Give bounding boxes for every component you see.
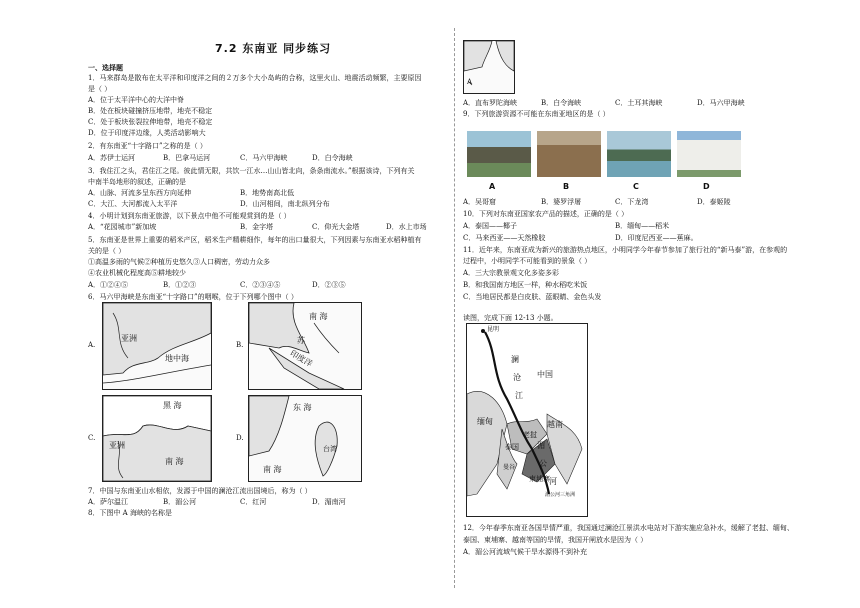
map-c-label-1: 黑 海: [163, 401, 182, 410]
q11-option-c: C．当地居民都是白皮肤、蓝眼睛、金色头发: [463, 293, 602, 301]
q2-option-c: C．马六甲海峡: [240, 154, 288, 162]
q2-option-a: A．苏伊士运河: [88, 154, 136, 162]
q1-option-b: B．处在板块碰撞挤压地带，地壳不稳定: [88, 107, 213, 115]
q4-option-c: C．仰光大金塔: [312, 223, 360, 231]
q12-option-a: A．湄公河流域气候干旱水源得不到补充: [463, 548, 588, 556]
map-a: [102, 302, 212, 390]
read-intro: 读图，完成下面 12-13 小题。: [463, 314, 558, 322]
q7-option-c: C．红河: [240, 498, 267, 506]
q7-text: 7．中国与东南亚山水相依，发源于中国的澜沧江流出国境后，称为（ ）: [88, 487, 312, 495]
river-map-mei: 湄: [537, 441, 545, 450]
q6-option-c: C.: [88, 434, 96, 442]
mekong-map: [466, 323, 588, 517]
q1-text-2: 是（ ）: [88, 85, 112, 93]
q11-text-1: 11．近年来，东南亚成为新兴的旅游热点地区，小明同学今年春节参加了旅行社的“新马泰”游，在参观的: [463, 246, 788, 254]
q11-text-2: 过程中，小明同学不可能看到的景象（ ）: [463, 257, 592, 265]
q10-text: 10．下列对东南亚国家农产品的描述，正确的是（ ）: [463, 210, 629, 218]
q9-option-d: D．泰姬陵: [697, 198, 731, 206]
q12-text-1: 12．今年春季东南亚各国旱情严重，我国通过澜沧江景洪水电站对下游实施应急补水，缓解了老挝、缅甸、: [463, 524, 794, 532]
q1-option-a: A．位于太平洋中心的大洋中脊: [88, 96, 185, 104]
q4-option-d: D．水上市场: [386, 223, 427, 231]
q6-option-a: A.: [88, 341, 96, 349]
q4-option-a: A．“花园城市”新加坡: [88, 223, 157, 231]
q5-text-1: 5．东南亚是世界上重要的稻米产区，稻米生产精耕细作，每年的出口量很大，下列因素与东南亚水稻种植有: [88, 236, 422, 244]
river-map-cambodia: 柬埔寨: [529, 475, 550, 483]
q3-text-2: 中南半岛地形的叙述，正确的是: [88, 178, 186, 186]
q2-text: 2．有东南亚“十字路口”之称的是（ ）: [88, 142, 207, 150]
q9-text: 9．下列旅游资源不可能在东南亚地区的是（ ）: [463, 110, 610, 118]
q3-option-b: B．地势南高北低: [240, 189, 295, 197]
map-b-drawing: [249, 303, 361, 389]
map-b-label-1: 南 海: [309, 312, 328, 321]
map-b-label-2: 印度洋: [288, 348, 314, 369]
river-map-jiang: 江: [515, 391, 523, 400]
map-d-label-1: 东 海: [293, 403, 312, 412]
q10-option-b: B．缅甸——稻米: [615, 222, 670, 230]
river-map-bangkok: 曼谷: [503, 464, 516, 471]
q6-option-d: D.: [236, 434, 244, 442]
q4-text: 4．小明计划到东南亚旅游，以下景点中他不可能观赏到的是（ ）: [88, 212, 291, 220]
map-a-drawing: [103, 303, 211, 389]
strait-map-label: A: [467, 78, 473, 86]
photo-angkor-wat: [467, 131, 531, 177]
page-title: 7.2 东南亚 同步练习: [215, 42, 332, 55]
map-b-label-3: 苏: [297, 336, 305, 345]
photo-label-d: D: [703, 182, 710, 191]
q9-option-c: C．下龙湾: [615, 198, 649, 206]
section-heading: 一、选择题: [88, 63, 123, 72]
q7-option-d: D．湄南河: [312, 498, 346, 506]
river-map-myanmar: 缅甸: [477, 417, 493, 426]
river-map-china: 中国: [537, 370, 553, 379]
map-a-label-1: 亚洲: [121, 334, 137, 343]
q7-option-b: B．湄公河: [163, 498, 197, 506]
q8-option-a: A．直布罗陀海峡: [463, 99, 518, 107]
q1-text-1: 1．马来群岛是散布在太平洋和印度洋之间的２万多个大小岛屿的合称，这里火山、地震活动频繁，主要原因: [88, 74, 422, 82]
strait-map: [463, 40, 515, 94]
q1-option-c: C．处于板块张裂拉伸地带，地壳不稳定: [88, 118, 213, 126]
q5-text-2: 关的是（ ）: [88, 247, 126, 255]
photo-borobudur: [537, 131, 601, 177]
river-map-cang: 沧: [513, 373, 521, 382]
river-map-gong: 公: [539, 459, 547, 468]
map-c-label-3: 南 海: [165, 457, 184, 466]
river-map-kunming: 昆明: [487, 326, 500, 333]
map-c-drawing: [103, 396, 211, 481]
q3-option-c: C．大江、大河都流入太平洋: [88, 200, 178, 208]
q11-option-b: B．和我国南方地区一样，种水稻吃米饭: [463, 281, 588, 289]
photo-label-c: C: [633, 182, 639, 191]
q11-option-a: A．三大宗教景观文化多姿多彩: [463, 269, 560, 277]
photo-label-a: A: [489, 182, 496, 191]
q5-item-1: ①高温多雨的气候②种植历史悠久③人口稠密，劳动力众多: [88, 258, 270, 266]
q5-option-d: D．②③⑤: [312, 281, 346, 289]
column-divider: [454, 28, 455, 588]
q3-text-1: 3．我住江之头，君住江之尾。彼此情无限，共饮一江水…山山皆北向，条条南流水。”根据该诗，下列有关: [88, 167, 415, 175]
q10-option-d: D．印度尼西亚——蕉麻。: [615, 234, 698, 242]
river-map-thailand: 泰国: [505, 443, 519, 451]
q10-option-c: C．马来西亚——天然橡胶: [463, 234, 546, 242]
map-c-label-2: 亚洲: [109, 441, 125, 450]
map-d: [248, 395, 362, 482]
q2-option-d: D．白令海峡: [312, 154, 353, 162]
river-map-he: 河: [549, 477, 557, 486]
photo-ha-long-bay: [607, 131, 671, 177]
q5-option-a: A．①②④⑤: [88, 281, 129, 289]
q7-option-a: A．萨尔温江: [88, 498, 129, 506]
map-d-label-3: 台湾: [323, 445, 337, 453]
river-map-delta: 湄公河三角洲: [545, 492, 576, 498]
q8-option-d: D．马六甲海峡: [697, 99, 745, 107]
q5-option-b: B．①②③: [163, 281, 197, 289]
q12-text-2: 泰国、柬埔寨、越南等国的旱情，我国开闸放水是因为（ ）: [463, 536, 648, 544]
q8-option-b: B．白令海峡: [541, 99, 582, 107]
map-d-label-2: 南 海: [263, 465, 282, 474]
photo-label-b: B: [563, 182, 570, 191]
river-map-laos: 老挝: [523, 431, 537, 439]
q10-option-a: A．泰国——椰子: [463, 222, 518, 230]
q9-option-b: B．婆罗浮屠: [541, 198, 582, 206]
q6-option-b: B.: [236, 341, 244, 349]
q1-option-d: D．位于印度洋边缘，人类活动影响大: [88, 129, 206, 137]
map-c: [102, 395, 212, 482]
map-a-label-2: 地中海: [165, 354, 189, 363]
q3-option-a: A．山脉、河流多呈东西方向延伸: [88, 189, 192, 197]
q4-option-b: B．金字塔: [240, 223, 274, 231]
q8-option-c: C．土耳其海峡: [615, 99, 663, 107]
q5-option-c: C．②③④⑤: [240, 281, 281, 289]
q5-item-2: ④农业机械化程度高⑤耕地较少: [88, 269, 186, 277]
photo-taj-mahal: [677, 131, 741, 177]
river-map-vietnam: 越南: [547, 420, 563, 429]
map-b: [248, 302, 362, 390]
q8-text: 8．下图中 A 海峡的名称是: [88, 509, 172, 517]
q6-text: 6．马六甲海峡是东南亚“十字路口”的咽喉，位于下列哪个图中（ ）: [88, 293, 298, 301]
river-map-lan: 澜: [511, 355, 519, 364]
q9-option-a: A．吴哥窟: [463, 198, 497, 206]
q3-option-d: D．山河相间，南北纵列分布: [240, 200, 330, 208]
q2-option-b: B．巴拿马运河: [163, 154, 211, 162]
